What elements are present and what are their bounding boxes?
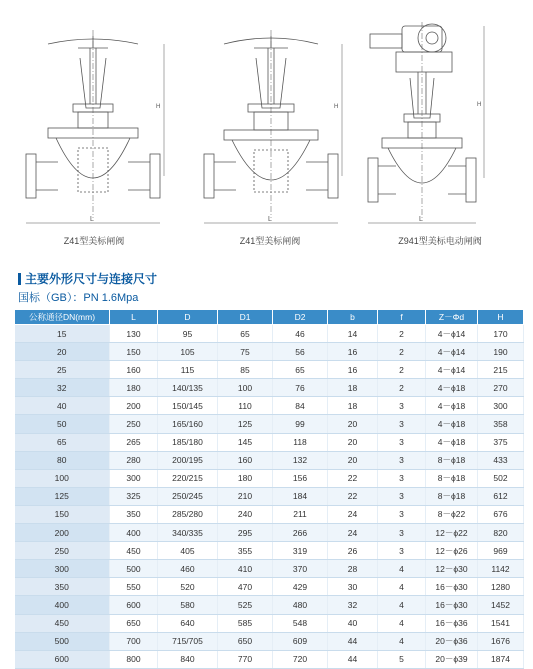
table-cell: 100 xyxy=(15,469,110,487)
table-cell: 1676 xyxy=(478,632,524,650)
table-cell: 3 xyxy=(378,487,426,505)
column-header: D1 xyxy=(218,310,273,325)
table-body xyxy=(15,325,524,669)
table-cell: 1280 xyxy=(478,578,524,596)
table-cell: 300 xyxy=(15,560,110,578)
table-cell: 370 xyxy=(273,560,328,578)
table-cell: 20 xyxy=(328,415,378,433)
table-cell: 3 xyxy=(378,415,426,433)
table-cell: 4－ϕ18 xyxy=(426,397,478,415)
label-L: L xyxy=(419,216,423,223)
table-cell: 300 xyxy=(478,397,524,415)
gate-valve-drawing-1 xyxy=(18,18,168,230)
title-bar-icon xyxy=(18,273,21,285)
table-cell: 1541 xyxy=(478,614,524,632)
table-cell: 18 xyxy=(328,397,378,415)
table-cell: 44 xyxy=(328,650,378,668)
table-row xyxy=(15,361,524,379)
standard-label: 国标（GB）：PN 1.6Mpa xyxy=(18,292,139,304)
column-header: f xyxy=(378,310,426,325)
table-cell: 4 xyxy=(378,578,426,596)
table-cell: 3 xyxy=(378,451,426,469)
table-cell: 160 xyxy=(218,451,273,469)
table-cell: 3 xyxy=(378,469,426,487)
table-cell: 770 xyxy=(218,650,273,668)
table-cell: 270 xyxy=(478,379,524,397)
table-row xyxy=(15,650,524,668)
table-cell: 40 xyxy=(15,397,110,415)
table-cell: 500 xyxy=(110,560,158,578)
column-header: H xyxy=(478,310,524,325)
label-L: L xyxy=(90,216,94,223)
table-cell: 32 xyxy=(328,596,378,614)
table-cell: 56 xyxy=(273,343,328,361)
table-cell: 325 xyxy=(110,487,158,505)
table-cell: 295 xyxy=(218,524,273,542)
table-cell: 8－ϕ18 xyxy=(426,469,478,487)
table-cell: 170 xyxy=(478,325,524,343)
table-cell: 25 xyxy=(15,361,110,379)
table-cell: 400 xyxy=(110,524,158,542)
table-cell: 40 xyxy=(328,614,378,632)
table-cell: 5 xyxy=(378,650,426,668)
table-cell: 100 xyxy=(218,379,273,397)
table-cell: 75 xyxy=(218,343,273,361)
table-cell: 65 xyxy=(218,325,273,343)
table-cell: 700 xyxy=(110,632,158,650)
table-cell: 3 xyxy=(378,397,426,415)
table-row xyxy=(15,578,524,596)
table-cell: 24 xyxy=(328,505,378,523)
dimension-table xyxy=(14,309,524,669)
table-cell: 3 xyxy=(378,542,426,560)
table-cell: 300 xyxy=(110,469,158,487)
table-cell: 800 xyxy=(110,650,158,668)
table-cell: 350 xyxy=(15,578,110,596)
table-cell: 8－ϕ22 xyxy=(426,505,478,523)
table-cell: 550 xyxy=(110,578,158,596)
label-L: L xyxy=(268,216,272,223)
column-header: D xyxy=(158,310,218,325)
table-cell: 4－ϕ14 xyxy=(426,343,478,361)
table-cell: 22 xyxy=(328,469,378,487)
table-cell: 4－ϕ18 xyxy=(426,433,478,451)
table-cell: 676 xyxy=(478,505,524,523)
table-row xyxy=(15,560,524,578)
table-row xyxy=(15,325,524,343)
table-cell: 15 xyxy=(15,325,110,343)
table-cell: 46 xyxy=(273,325,328,343)
table-cell: 84 xyxy=(273,397,328,415)
table-cell: 4 xyxy=(378,596,426,614)
table-cell: 600 xyxy=(110,596,158,614)
table-cell: 125 xyxy=(15,487,110,505)
label-H: H xyxy=(334,104,339,110)
section-title xyxy=(18,270,157,287)
table-cell: 16 xyxy=(328,343,378,361)
table-cell: 319 xyxy=(273,542,328,560)
table-cell: 250 xyxy=(15,542,110,560)
table-cell: 2 xyxy=(378,361,426,379)
table-cell: 32 xyxy=(15,379,110,397)
column-header: Z－Φd xyxy=(426,310,478,325)
table-cell: 20 xyxy=(328,451,378,469)
table-cell: 200 xyxy=(110,397,158,415)
table-cell: 4 xyxy=(378,632,426,650)
table-row xyxy=(15,379,524,397)
table-cell: 180 xyxy=(110,379,158,397)
table-cell: 200 xyxy=(15,524,110,542)
table-header-row xyxy=(15,310,524,325)
table-row xyxy=(15,415,524,433)
table-cell: 580 xyxy=(158,596,218,614)
table-cell: 16 xyxy=(328,361,378,379)
table-cell: 156 xyxy=(273,469,328,487)
table-cell: 500 xyxy=(15,632,110,650)
table-cell: 76 xyxy=(273,379,328,397)
table-cell: 4－ϕ18 xyxy=(426,415,478,433)
table-cell: 44 xyxy=(328,632,378,650)
table-cell: 95 xyxy=(158,325,218,343)
table-cell: 215 xyxy=(478,361,524,379)
table-row xyxy=(15,451,524,469)
table-cell: 12－ϕ26 xyxy=(426,542,478,560)
table-cell: 99 xyxy=(273,415,328,433)
table-cell: 1452 xyxy=(478,596,524,614)
table-cell: 30 xyxy=(328,578,378,596)
table-cell: 525 xyxy=(218,596,273,614)
table-row xyxy=(15,343,524,361)
table-cell: 265 xyxy=(110,433,158,451)
table-cell: 18 xyxy=(328,379,378,397)
table-cell: 355 xyxy=(218,542,273,560)
table-cell: 4－ϕ14 xyxy=(426,361,478,379)
table-cell: 20－ϕ39 xyxy=(426,650,478,668)
section-title-text: 主要外形尺寸与连接尺寸 xyxy=(25,272,158,286)
table-cell: 480 xyxy=(273,596,328,614)
figure-caption-1: Z41型美标闸阀 xyxy=(63,236,125,246)
table-cell: 2 xyxy=(378,343,426,361)
table-row xyxy=(15,433,524,451)
table-cell: 8－ϕ18 xyxy=(426,451,478,469)
table-cell: 50 xyxy=(15,415,110,433)
drawings-area xyxy=(0,0,533,258)
table-cell: 85 xyxy=(218,361,273,379)
table-cell: 600 xyxy=(15,650,110,668)
table-cell: 450 xyxy=(110,542,158,560)
column-header: L xyxy=(110,310,158,325)
table-cell: 266 xyxy=(273,524,328,542)
table-row xyxy=(15,505,524,523)
table-cell: 150 xyxy=(110,343,158,361)
table-cell: 14 xyxy=(328,325,378,343)
table-cell: 640 xyxy=(158,614,218,632)
table-row xyxy=(15,469,524,487)
table-cell: 350 xyxy=(110,505,158,523)
table-cell: 115 xyxy=(158,361,218,379)
table-row xyxy=(15,614,524,632)
table-cell: 4 xyxy=(378,614,426,632)
table-cell: 820 xyxy=(478,524,524,542)
table-cell: 105 xyxy=(158,343,218,361)
table-cell: 375 xyxy=(478,433,524,451)
table-cell: 358 xyxy=(478,415,524,433)
table-cell: 2 xyxy=(378,325,426,343)
table-cell: 150 xyxy=(15,505,110,523)
table-cell: 969 xyxy=(478,542,524,560)
table-cell: 190 xyxy=(478,343,524,361)
table-cell: 80 xyxy=(15,451,110,469)
column-header: D2 xyxy=(273,310,328,325)
table-cell: 1874 xyxy=(478,650,524,668)
table-cell: 405 xyxy=(158,542,218,560)
table-cell: 450 xyxy=(15,614,110,632)
table-cell: 140/135 xyxy=(158,379,218,397)
label-H: H xyxy=(156,104,161,110)
table-cell: 520 xyxy=(158,578,218,596)
table-cell: 3 xyxy=(378,433,426,451)
table-cell: 200/195 xyxy=(158,451,218,469)
figure-caption-3: Z941型美标电动闸阀 xyxy=(398,236,482,246)
table-cell: 4 xyxy=(378,560,426,578)
table-cell: 715/705 xyxy=(158,632,218,650)
table-cell: 460 xyxy=(158,560,218,578)
table-cell: 20 xyxy=(328,433,378,451)
label-H: H xyxy=(477,102,482,108)
table-cell: 285/280 xyxy=(158,505,218,523)
table-cell: 110 xyxy=(218,397,273,415)
table-cell: 22 xyxy=(328,487,378,505)
table-cell: 65 xyxy=(273,361,328,379)
table-cell: 16－ϕ30 xyxy=(426,596,478,614)
table-cell: 8－ϕ18 xyxy=(426,487,478,505)
table-cell: 840 xyxy=(158,650,218,668)
table-cell: 165/160 xyxy=(158,415,218,433)
table-row xyxy=(15,542,524,560)
table-cell: 4－ϕ18 xyxy=(426,379,478,397)
column-header: 公称通径DN(mm) xyxy=(15,310,110,325)
table-cell: 502 xyxy=(478,469,524,487)
table-cell: 16－ϕ36 xyxy=(426,614,478,632)
table-cell: 2 xyxy=(378,379,426,397)
figure-caption-2: Z41型美标闸阀 xyxy=(239,236,301,246)
table-cell: 65 xyxy=(15,433,110,451)
table-cell: 130 xyxy=(110,325,158,343)
table-cell: 150/145 xyxy=(158,397,218,415)
electric-gate-valve-drawing xyxy=(366,18,516,230)
table-cell: 20 xyxy=(15,343,110,361)
gate-valve-drawing-2 xyxy=(196,18,346,230)
table-cell: 118 xyxy=(273,433,328,451)
table-cell: 650 xyxy=(110,614,158,632)
table-cell: 340/335 xyxy=(158,524,218,542)
table-cell: 3 xyxy=(378,524,426,542)
table-row xyxy=(15,632,524,650)
table-cell: 585 xyxy=(218,614,273,632)
table-cell: 12－ϕ22 xyxy=(426,524,478,542)
table-cell: 250/245 xyxy=(158,487,218,505)
table-cell: 3 xyxy=(378,505,426,523)
table-cell: 240 xyxy=(218,505,273,523)
table-cell: 20－ϕ36 xyxy=(426,632,478,650)
table-cell: 433 xyxy=(478,451,524,469)
table-cell: 211 xyxy=(273,505,328,523)
table-cell: 210 xyxy=(218,487,273,505)
column-header: b xyxy=(328,310,378,325)
table-row xyxy=(15,487,524,505)
table-cell: 12－ϕ30 xyxy=(426,560,478,578)
table-cell: 609 xyxy=(273,632,328,650)
table-cell: 400 xyxy=(15,596,110,614)
table-cell: 28 xyxy=(328,560,378,578)
table-row xyxy=(15,397,524,415)
table-cell: 180 xyxy=(218,469,273,487)
table-cell: 410 xyxy=(218,560,273,578)
table-cell: 280 xyxy=(110,451,158,469)
table-cell: 548 xyxy=(273,614,328,632)
table-cell: 1142 xyxy=(478,560,524,578)
table-cell: 26 xyxy=(328,542,378,560)
table-cell: 4－ϕ14 xyxy=(426,325,478,343)
table-row xyxy=(15,596,524,614)
table-cell: 132 xyxy=(273,451,328,469)
table-cell: 250 xyxy=(110,415,158,433)
table-cell: 160 xyxy=(110,361,158,379)
table-cell: 24 xyxy=(328,524,378,542)
table-cell: 185/180 xyxy=(158,433,218,451)
table-cell: 650 xyxy=(218,632,273,650)
table-cell: 125 xyxy=(218,415,273,433)
table-cell: 612 xyxy=(478,487,524,505)
table-cell: 470 xyxy=(218,578,273,596)
table-cell: 429 xyxy=(273,578,328,596)
table-cell: 145 xyxy=(218,433,273,451)
table-cell: 16－ϕ30 xyxy=(426,578,478,596)
table-cell: 220/215 xyxy=(158,469,218,487)
table-cell: 184 xyxy=(273,487,328,505)
table-row xyxy=(15,524,524,542)
table-cell: 720 xyxy=(273,650,328,668)
